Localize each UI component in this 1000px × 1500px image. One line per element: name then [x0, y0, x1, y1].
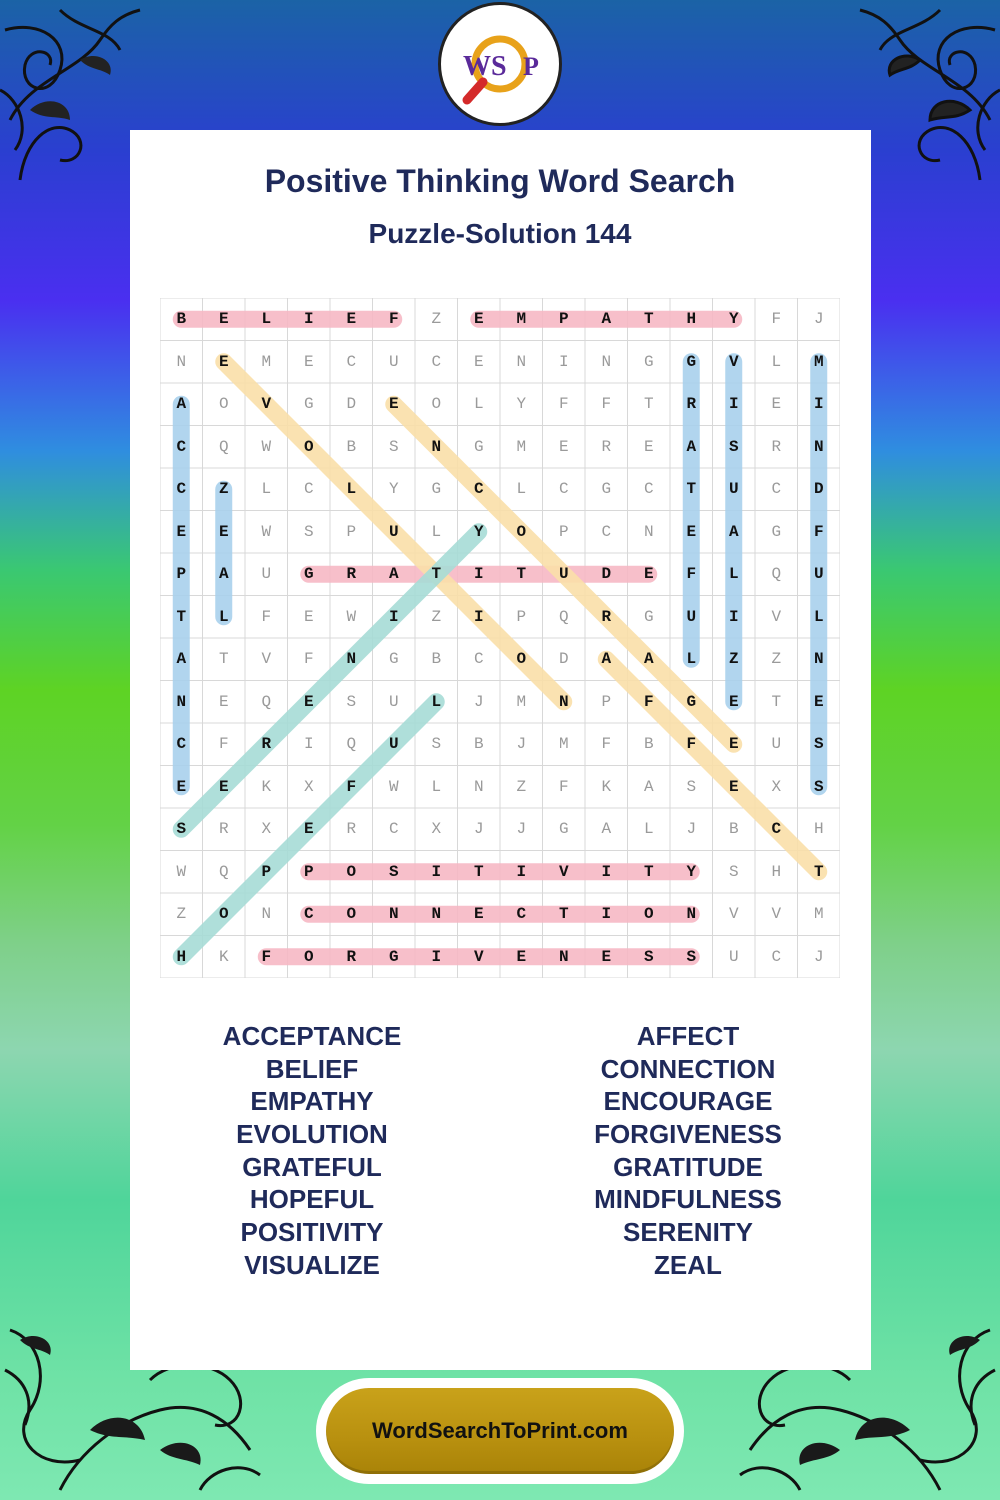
- grid-cell[interactable]: G: [643, 352, 654, 371]
- grid-cell[interactable]: N: [813, 437, 824, 456]
- grid-cell[interactable]: C: [771, 820, 782, 839]
- grid-cell[interactable]: H: [771, 862, 782, 881]
- grid-cell[interactable]: B: [473, 735, 484, 754]
- grid-cell[interactable]: F: [303, 650, 314, 669]
- grid-cell[interactable]: N: [558, 692, 569, 711]
- grid-cell[interactable]: M: [516, 692, 527, 711]
- word-list-item: GRATEFUL: [242, 1151, 382, 1182]
- grid-cell[interactable]: I: [728, 607, 739, 626]
- grid-cell[interactable]: Z: [516, 777, 527, 796]
- grid-cell[interactable]: I: [516, 862, 527, 881]
- grid-cell[interactable]: Z: [431, 310, 442, 329]
- grid-cell[interactable]: M: [558, 735, 569, 754]
- grid-cell[interactable]: C: [558, 480, 569, 499]
- grid-cell[interactable]: B: [728, 820, 739, 839]
- grid-cell[interactable]: O: [303, 437, 314, 456]
- grid-cell[interactable]: E: [176, 522, 187, 541]
- word-list-item: ENCOURAGE: [603, 1086, 773, 1117]
- grid-cell[interactable]: O: [516, 522, 527, 541]
- grid-cell[interactable]: W: [261, 437, 272, 456]
- grid-cell[interactable]: F: [261, 947, 272, 966]
- word-list-item: ZEAL: [654, 1249, 722, 1280]
- grid-cell[interactable]: E: [473, 310, 484, 329]
- word-list-item: AFFECT: [636, 1021, 740, 1051]
- grid-cell[interactable]: X: [431, 820, 442, 839]
- grid-cell[interactable]: C: [516, 905, 527, 924]
- grid-cell[interactable]: J: [473, 820, 484, 839]
- grid-cell[interactable]: E: [601, 947, 612, 966]
- grid-cell[interactable]: R: [601, 437, 612, 456]
- grid-cell[interactable]: V: [558, 862, 569, 881]
- grid-cell[interactable]: X: [771, 777, 782, 796]
- grid-cell[interactable]: S: [813, 777, 824, 796]
- grid-cell[interactable]: I: [431, 947, 442, 966]
- grid-cell[interactable]: E: [388, 395, 399, 414]
- grid-cell[interactable]: I: [303, 310, 314, 329]
- grid-cell[interactable]: O: [431, 395, 442, 414]
- grid-cell[interactable]: Q: [346, 735, 357, 754]
- site-logo[interactable]: [438, 2, 562, 126]
- grid-cell[interactable]: F: [558, 777, 569, 796]
- grid-cell[interactable]: E: [176, 777, 187, 796]
- grid-cell[interactable]: C: [303, 905, 314, 924]
- grid-cell[interactable]: O: [346, 905, 357, 924]
- grid-cell[interactable]: I: [431, 862, 442, 881]
- grid-cell[interactable]: B: [643, 735, 654, 754]
- grid-cell[interactable]: F: [686, 565, 697, 584]
- grid-cell[interactable]: A: [601, 650, 612, 669]
- grid-cell[interactable]: L: [431, 777, 442, 796]
- grid-cell[interactable]: I: [601, 862, 612, 881]
- grid-cell[interactable]: K: [261, 777, 272, 796]
- grid-cell[interactable]: T: [473, 862, 484, 881]
- grid-cell[interactable]: U: [771, 735, 782, 754]
- grid-cell[interactable]: F: [686, 735, 697, 754]
- grid-cell[interactable]: O: [218, 395, 229, 414]
- grid-cell[interactable]: T: [176, 607, 187, 626]
- grid-cell[interactable]: P: [303, 862, 314, 881]
- grid-cell[interactable]: C: [303, 480, 314, 499]
- grid-cell[interactable]: C: [473, 650, 484, 669]
- grid-cell[interactable]: L: [686, 650, 697, 669]
- grid-cell[interactable]: V: [261, 395, 272, 414]
- grid-cell[interactable]: J: [473, 692, 484, 711]
- grid-cell[interactable]: U: [388, 735, 399, 754]
- grid-cell[interactable]: E: [558, 437, 569, 456]
- grid-cell[interactable]: G: [303, 565, 314, 584]
- grid-cell[interactable]: C: [643, 480, 654, 499]
- word-list-item: GRATITUDE: [613, 1151, 763, 1182]
- grid-cell[interactable]: S: [431, 735, 442, 754]
- grid-cell[interactable]: O: [516, 650, 527, 669]
- grid-cell[interactable]: T: [643, 395, 654, 414]
- grid-cell[interactable]: S: [388, 437, 399, 456]
- grid-cell[interactable]: L: [218, 607, 229, 626]
- grid-cell[interactable]: E: [771, 395, 782, 414]
- grid-cell[interactable]: S: [388, 862, 399, 881]
- grid-cell[interactable]: O: [346, 862, 357, 881]
- grid-cell[interactable]: Z: [771, 650, 782, 669]
- grid-cell[interactable]: W: [261, 522, 272, 541]
- grid-cell[interactable]: G: [686, 692, 697, 711]
- grid-cell[interactable]: M: [261, 352, 272, 371]
- grid-cell[interactable]: F: [346, 777, 357, 796]
- word-list-item: EMPATHY: [250, 1086, 374, 1117]
- grid-cell[interactable]: V: [771, 905, 782, 924]
- grid-cell[interactable]: M: [516, 310, 527, 329]
- grid-cell[interactable]: T: [431, 565, 442, 584]
- grid-cell[interactable]: E: [303, 692, 314, 711]
- grid-cell[interactable]: E: [516, 947, 527, 966]
- grid-cell[interactable]: S: [813, 735, 824, 754]
- website-button[interactable]: [316, 1378, 684, 1484]
- grid-cell[interactable]: X: [261, 820, 272, 839]
- grid-cell[interactable]: J: [813, 310, 824, 329]
- grid-cell[interactable]: V: [771, 607, 782, 626]
- grid-cell[interactable]: Z: [176, 905, 187, 924]
- grid-cell[interactable]: G: [601, 480, 612, 499]
- grid-cell[interactable]: V: [728, 352, 739, 371]
- grid-cell[interactable]: S: [728, 862, 739, 881]
- grid-cell[interactable]: F: [601, 735, 612, 754]
- word-list-item: POSITIVITY: [240, 1217, 384, 1248]
- logo-letter-w: W: [463, 51, 491, 82]
- grid-cell[interactable]: B: [346, 437, 357, 456]
- grid-cell[interactable]: E: [473, 352, 484, 371]
- grid-cell[interactable]: E: [643, 565, 654, 584]
- grid-cell[interactable]: P: [558, 310, 569, 329]
- grid-cell[interactable]: G: [431, 480, 442, 499]
- grid-cell[interactable]: C: [388, 820, 399, 839]
- grid-cell[interactable]: I: [388, 607, 399, 626]
- grid-cell[interactable]: U: [388, 522, 399, 541]
- grid-cell[interactable]: P: [516, 607, 527, 626]
- grid-cell[interactable]: Y: [388, 480, 399, 499]
- grid-cell[interactable]: C: [346, 352, 357, 371]
- grid-cell[interactable]: U: [686, 607, 697, 626]
- grid-cell[interactable]: A: [218, 565, 229, 584]
- grid-cell[interactable]: R: [346, 565, 357, 584]
- grid-cell[interactable]: A: [176, 395, 187, 414]
- grid-cell[interactable]: R: [218, 820, 229, 839]
- grid-cell[interactable]: E: [643, 437, 654, 456]
- website-button-label[interactable]: WordSearchToPrint.com: [326, 1388, 674, 1474]
- word-search-grid[interactable]: [160, 298, 840, 978]
- grid-cell[interactable]: I: [473, 607, 484, 626]
- word-list-item: FORGIVENESS: [594, 1119, 782, 1150]
- grid-cell[interactable]: E: [218, 692, 229, 711]
- logo-letter-p: P: [523, 52, 539, 81]
- grid-cell[interactable]: N: [473, 777, 484, 796]
- grid-cell[interactable]: L: [813, 607, 824, 626]
- grid-cell[interactable]: F: [218, 735, 229, 754]
- grid-cell[interactable]: E: [218, 522, 229, 541]
- grid-cell[interactable]: F: [558, 395, 569, 414]
- grid-cell[interactable]: Q: [558, 607, 569, 626]
- grid-cell[interactable]: S: [686, 947, 697, 966]
- grid-cell[interactable]: T: [218, 650, 229, 669]
- grid-cell[interactable]: Z: [728, 650, 739, 669]
- grid-cell[interactable]: C: [771, 947, 782, 966]
- grid-cell[interactable]: T: [643, 310, 654, 329]
- word-list-item: MINDFULNESS: [594, 1184, 782, 1215]
- grid-cell[interactable]: I: [558, 352, 569, 371]
- grid-cell[interactable]: G: [771, 522, 782, 541]
- grid-cell[interactable]: H: [813, 820, 824, 839]
- grid-cell[interactable]: A: [601, 310, 612, 329]
- grid-cell[interactable]: C: [601, 522, 612, 541]
- grid-cell[interactable]: U: [558, 565, 569, 584]
- grid-cell[interactable]: H: [686, 310, 697, 329]
- grid-cell[interactable]: A: [643, 650, 654, 669]
- grid-cell[interactable]: U: [261, 565, 272, 584]
- grid-cell[interactable]: D: [346, 395, 357, 414]
- grid-cell[interactable]: U: [388, 692, 399, 711]
- grid-cell[interactable]: L: [643, 820, 654, 839]
- grid-cell[interactable]: U: [813, 565, 824, 584]
- grid-cell[interactable]: E: [218, 352, 229, 371]
- grid-cell[interactable]: N: [601, 352, 612, 371]
- grid-cell[interactable]: N: [558, 947, 569, 966]
- grid-cell[interactable]: N: [431, 437, 442, 456]
- grid-cell[interactable]: V: [261, 650, 272, 669]
- grid-cell[interactable]: C: [473, 480, 484, 499]
- grid-cell[interactable]: P: [176, 565, 187, 584]
- grid-cell[interactable]: M: [813, 905, 824, 924]
- grid-cell[interactable]: A: [686, 437, 697, 456]
- grid-cell[interactable]: R: [261, 735, 272, 754]
- grid-cell[interactable]: P: [558, 522, 569, 541]
- grid-cell[interactable]: N: [431, 905, 442, 924]
- grid-cell[interactable]: R: [686, 395, 697, 414]
- word-list-item: SERENITY: [622, 1217, 754, 1248]
- grid-cell[interactable]: A: [176, 650, 187, 669]
- grid-cell[interactable]: G: [388, 650, 399, 669]
- grid-cell[interactable]: P: [261, 862, 272, 881]
- grid-cell[interactable]: L: [431, 692, 442, 711]
- grid-cell[interactable]: S: [643, 947, 654, 966]
- grid-cell[interactable]: L: [771, 352, 782, 371]
- grid-cell[interactable]: T: [686, 480, 697, 499]
- grid-cell[interactable]: N: [261, 905, 272, 924]
- word-list-item: VISUALIZE: [244, 1249, 380, 1280]
- grid-cell[interactable]: A: [388, 565, 399, 584]
- grid-cell[interactable]: T: [558, 905, 569, 924]
- grid-cell[interactable]: U: [728, 947, 739, 966]
- word-list-item: BELIEF: [265, 1053, 359, 1084]
- grid-cell[interactable]: L: [431, 522, 442, 541]
- grid-cell[interactable]: C: [176, 480, 187, 499]
- magnifier-icon: [467, 82, 483, 100]
- grid-cell[interactable]: R: [346, 820, 357, 839]
- grid-cell[interactable]: G: [303, 395, 314, 414]
- grid-cell[interactable]: I: [473, 565, 484, 584]
- grid-cell[interactable]: T: [771, 692, 782, 711]
- grid-cell[interactable]: C: [176, 735, 187, 754]
- grid-cell[interactable]: E: [813, 692, 824, 711]
- grid-cell[interactable]: J: [813, 947, 824, 966]
- grid-cell[interactable]: X: [303, 777, 314, 796]
- grid-cell[interactable]: R: [771, 437, 782, 456]
- grid-cell[interactable]: N: [643, 522, 654, 541]
- grid-cell[interactable]: E: [303, 607, 314, 626]
- grid-cell[interactable]: O: [218, 905, 229, 924]
- grid-cell[interactable]: A: [728, 522, 739, 541]
- grid-cell[interactable]: R: [601, 607, 612, 626]
- grid-cell[interactable]: F: [771, 310, 782, 329]
- grid-cell[interactable]: F: [261, 607, 272, 626]
- grid-cell[interactable]: D: [601, 565, 612, 584]
- grid-cell[interactable]: V: [728, 905, 739, 924]
- grid-cell[interactable]: E: [728, 692, 739, 711]
- grid-cell[interactable]: E: [218, 777, 229, 796]
- grid-cell[interactable]: E: [303, 820, 314, 839]
- word-list-left: [122, 1020, 502, 1282]
- grid-cell[interactable]: Q: [261, 692, 272, 711]
- grid-cell[interactable]: I: [601, 905, 612, 924]
- grid-cell[interactable]: I: [303, 735, 314, 754]
- grid-cell[interactable]: T: [813, 862, 824, 881]
- grid-cell[interactable]: O: [303, 947, 314, 966]
- grid-cell[interactable]: K: [601, 777, 612, 796]
- grid-cell[interactable]: P: [346, 522, 357, 541]
- grid-cell[interactable]: A: [601, 820, 612, 839]
- grid-cell[interactable]: S: [346, 692, 357, 711]
- grid-cell[interactable]: T: [516, 565, 527, 584]
- grid-cell[interactable]: J: [686, 820, 697, 839]
- grid-cell[interactable]: L: [516, 480, 527, 499]
- grid-cell[interactable]: S: [728, 437, 739, 456]
- grid-cell[interactable]: L: [346, 480, 357, 499]
- grid-cell[interactable]: J: [516, 735, 527, 754]
- grid-cell[interactable]: F: [388, 310, 399, 329]
- grid-cell[interactable]: Q: [218, 862, 229, 881]
- grid-cell[interactable]: E: [218, 310, 229, 329]
- grid-cell[interactable]: Q: [218, 437, 229, 456]
- grid-cell[interactable]: C: [176, 437, 187, 456]
- word-list-item: HOPEFUL: [249, 1184, 375, 1215]
- grid-cell[interactable]: K: [218, 947, 229, 966]
- grid-cell[interactable]: B: [176, 310, 187, 329]
- grid-cell[interactable]: W: [346, 607, 357, 626]
- grid-cell[interactable]: E: [303, 352, 314, 371]
- grid-cell[interactable]: W: [388, 777, 399, 796]
- grid-cell[interactable]: L: [261, 480, 272, 499]
- grid-cell[interactable]: N: [813, 650, 824, 669]
- grid-cell[interactable]: N: [346, 650, 357, 669]
- word-list-right: [498, 1020, 878, 1282]
- grid-cell[interactable]: F: [813, 522, 824, 541]
- grid-cell[interactable]: C: [771, 480, 782, 499]
- grid-cell[interactable]: E: [473, 905, 484, 924]
- grid-cell[interactable]: E: [686, 522, 697, 541]
- grid-cell[interactable]: N: [516, 352, 527, 371]
- grid-cell[interactable]: J: [516, 820, 527, 839]
- grid-cell[interactable]: G: [558, 820, 569, 839]
- grid-cell[interactable]: Y: [686, 862, 697, 881]
- grid-cell[interactable]: Q: [771, 565, 782, 584]
- grid-cell[interactable]: G: [473, 437, 484, 456]
- grid-cell[interactable]: L: [261, 310, 272, 329]
- grid-cell[interactable]: N: [176, 692, 187, 711]
- grid-cell[interactable]: R: [346, 947, 357, 966]
- grid-cell[interactable]: O: [643, 905, 654, 924]
- grid-cell[interactable]: I: [728, 395, 739, 414]
- word-list-item: ACCEPTANCE: [222, 1021, 402, 1051]
- page-title: Positive Thinking Word Search: [264, 163, 736, 199]
- grid-cell[interactable]: B: [431, 650, 442, 669]
- grid-cell[interactable]: T: [643, 862, 654, 881]
- word-list-item: CONNECTION: [600, 1053, 776, 1084]
- grid-cell[interactable]: E: [346, 310, 357, 329]
- grid-cell[interactable]: A: [643, 777, 654, 796]
- grid-cell[interactable]: N: [388, 905, 399, 924]
- grid-cell[interactable]: C: [431, 352, 442, 371]
- grid-cell[interactable]: Z: [431, 607, 442, 626]
- grid-cell[interactable]: Y: [473, 522, 484, 541]
- grid-cell[interactable]: V: [473, 947, 484, 966]
- grid-cell[interactable]: M: [813, 352, 824, 371]
- grid-cell[interactable]: E: [728, 735, 739, 754]
- grid-cell[interactable]: L: [473, 395, 484, 414]
- grid-cell[interactable]: S: [686, 777, 697, 796]
- page-subtitle: Puzzle-Solution 144: [368, 218, 632, 249]
- grid-cell[interactable]: Z: [218, 480, 229, 499]
- grid-cell[interactable]: M: [516, 437, 527, 456]
- grid-cell[interactable]: D: [813, 480, 824, 499]
- grid-cell[interactable]: F: [643, 692, 654, 711]
- logo-letter-s: S: [491, 51, 507, 82]
- grid-cell[interactable]: I: [813, 395, 824, 414]
- word-list-item: EVOLUTION: [236, 1119, 388, 1150]
- grid-cell[interactable]: N: [176, 352, 187, 371]
- grid-cell[interactable]: N: [686, 905, 697, 924]
- grid-cell[interactable]: E: [728, 777, 739, 796]
- grid-cell[interactable]: U: [388, 352, 399, 371]
- grid-cell[interactable]: S: [176, 820, 187, 839]
- grid-cell[interactable]: W: [176, 862, 187, 881]
- grid-cell[interactable]: D: [558, 650, 569, 669]
- grid-cell[interactable]: Y: [516, 395, 527, 414]
- grid-cell[interactable]: L: [728, 565, 739, 584]
- grid-cell[interactable]: Y: [728, 310, 739, 329]
- grid-cell[interactable]: G: [643, 607, 654, 626]
- grid-cell[interactable]: S: [303, 522, 314, 541]
- grid-cell[interactable]: U: [728, 480, 739, 499]
- grid-cell[interactable]: G: [686, 352, 697, 371]
- grid-cell[interactable]: H: [176, 947, 187, 966]
- grid-cell[interactable]: G: [388, 947, 399, 966]
- grid-cell[interactable]: F: [601, 395, 612, 414]
- grid-cell[interactable]: P: [601, 692, 612, 711]
